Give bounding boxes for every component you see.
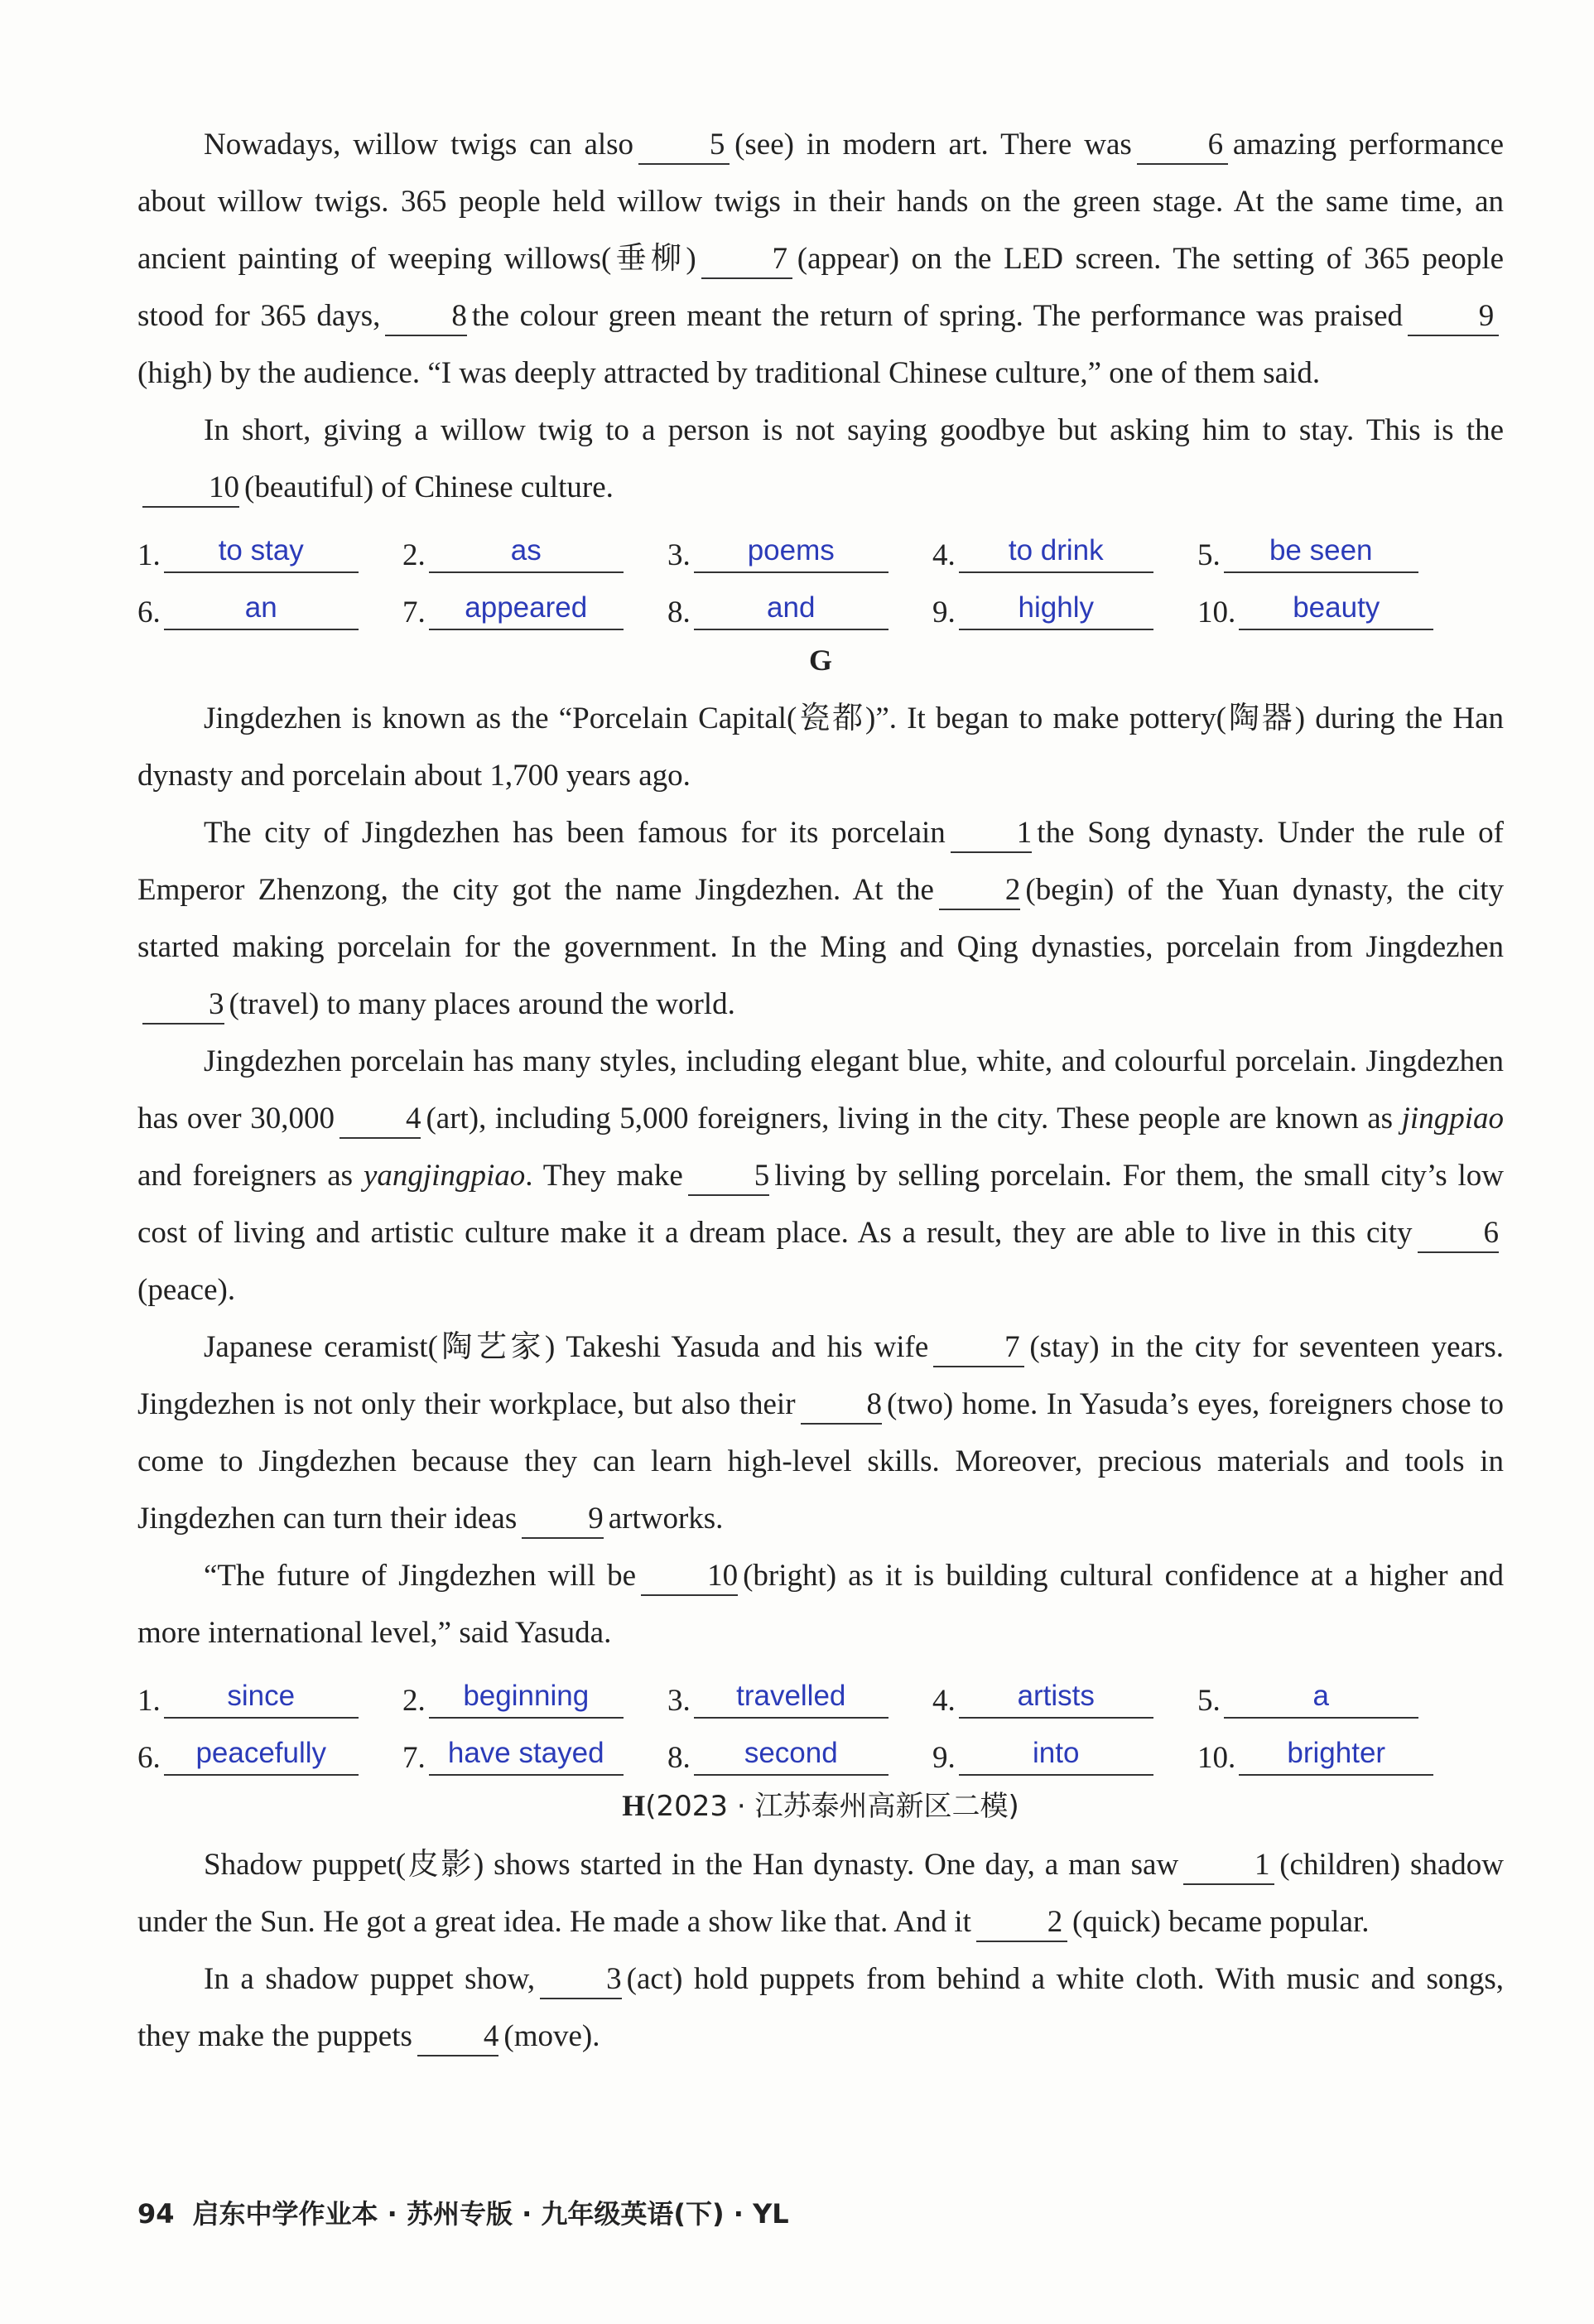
answer-text: since: [164, 1675, 359, 1719]
answer-row-g-2: [137, 1719, 1504, 1776]
answer-text: poems: [694, 530, 888, 573]
blank-9: 9: [522, 1501, 604, 1539]
answer-item: 7. appeared: [402, 587, 667, 630]
passage-g-paragraph-1: Jingdezhen is known as the “Porcelain Capital(瓷都)”. It began to make pottery(陶器) during the Han dynasty and porcelain about 1,700 years ago.: [137, 702, 1504, 793]
book-title: 启东中学作业本 · 苏州专版 · 九年级英语(下) · YL: [192, 2198, 789, 2230]
answer-item: 2. beginning: [402, 1675, 667, 1719]
passage-g-paragraph-4: Japanese ceramist(陶艺家) Takeshi Yasuda and his wife 7 (stay) in the city for seventeen years. Jingdezhen is not only their workplace, but also their 8 (two) home. In Yasuda’s eyes, foreigners chose to come to Jingdezhen because they can learn high-level skills. Moreover, precious materials and tools in Jingdezhen can turn their ideas 9 artworks.: [137, 1319, 1504, 1547]
answer-item: 10. beauty: [1197, 587, 1462, 630]
answer-item: 5. be seen: [1197, 530, 1462, 573]
answer-text: and: [694, 587, 888, 630]
answer-text: have stayed: [429, 1733, 624, 1776]
answer-item: 8. second: [667, 1733, 932, 1776]
blank-10: 10: [641, 1558, 738, 1596]
answer-row-f-2: [137, 573, 1504, 630]
answer-item: 8. and: [667, 587, 932, 630]
blank-2: 2: [939, 872, 1021, 910]
answer-item: 9. into: [932, 1733, 1197, 1776]
answer-text: be seen: [1224, 530, 1418, 573]
answer-text: peacefully: [164, 1733, 359, 1776]
answer-item: 1. since: [137, 1675, 402, 1719]
answer-text: a: [1224, 1675, 1418, 1719]
passage-h-paragraph-1: Shadow puppet(皮影) shows started in the Han dynasty. One day, a man saw 1 (children) shadow under the Sun. He got a great idea. He made a show like that. And it 2 (quick) became popular.: [137, 1836, 1504, 1950]
passage-f-paragraph-1: Nowadays, willow twigs can also 5 (see) in modern art. There was 6 amazing performance about willow twigs. 365 people held willow twigs in their hands on the green stage. At the same time, an ancient painting of weeping willows(垂柳) 7 (appear) on the LED screen. The setting of 365 people stood for 365 days, 8 the colour green meant the return of spring. The performance was praised 9(high) by the audience. “I was deeply attracted by traditional Chinese culture,” one of them said.: [137, 128, 1505, 390]
answer-text: artists: [959, 1675, 1153, 1719]
answer-item: 10. brighter: [1197, 1733, 1462, 1776]
blank-5: 5: [638, 127, 730, 165]
section-h-title: H(2023 · 江苏泰州高新区二模): [622, 1789, 1019, 1823]
blank-3: 3: [540, 1961, 622, 1999]
passage-g-paragraph-5: “The future of Jingdezhen will be 10 (bright) as it is building cultural confidence at a higher and more international level,” said Yasuda.: [137, 1559, 1504, 1650]
answer-item: 2. as: [402, 530, 667, 573]
blank-1: 1: [951, 815, 1033, 853]
answer-item: 5. a: [1197, 1675, 1462, 1719]
blank-1: 1: [1183, 1847, 1274, 1885]
answer-row-f-1: [137, 516, 1504, 573]
blank-5: 5: [688, 1158, 770, 1196]
blank-2: 2: [976, 1904, 1067, 1942]
answer-text: an: [164, 587, 359, 630]
answer-item: 3. poems: [667, 530, 932, 573]
answer-item: 9. highly: [932, 587, 1197, 630]
answer-text: brighter: [1239, 1733, 1433, 1776]
answer-text: highly: [959, 587, 1153, 630]
answer-text: into: [959, 1733, 1153, 1776]
answer-item: 4. to drink: [932, 530, 1197, 573]
answer-row-g-1: [137, 1661, 1504, 1719]
answer-item: 4. artists: [932, 1675, 1197, 1719]
answer-text: second: [694, 1733, 888, 1776]
blank-7: 7: [933, 1329, 1024, 1367]
page-footer: [137, 2193, 789, 2231]
blank-3: 3: [142, 986, 224, 1025]
answer-text: to stay: [164, 530, 359, 573]
page-content: [137, 116, 1504, 2065]
answer-text: beginning: [429, 1675, 624, 1719]
passage-g-paragraph-3: Jingdezhen porcelain has many styles, including elegant blue, white, and colourful porcelain. Jingdezhen has over 30,000 4 (art), including 5,000 foreigners, living in the city. These people are known as jingpiao and foreigners as yangjingpiao. They make 5 living by selling porcelain. For them, the small city’s low cost of living and artistic culture make it a dream place. As a result, they are able to live in this city 6(peace).: [137, 1044, 1504, 1307]
answer-text: to drink: [959, 530, 1153, 573]
answer-text: beauty: [1239, 587, 1433, 630]
passage-f-paragraph-2: In short, giving a willow twig to a person is not saying goodbye but asking him to stay. This is the10 (beautiful) of Chinese culture.: [137, 402, 1504, 516]
blank-8: 8: [385, 298, 467, 336]
answer-text: appeared: [429, 587, 624, 630]
blank-4: 4: [340, 1101, 421, 1139]
blank-8: 8: [801, 1386, 883, 1425]
blank-7: 7: [701, 241, 792, 279]
answer-text: travelled: [694, 1675, 888, 1719]
blank-9: 9: [1408, 298, 1499, 336]
section-g-title: G: [808, 644, 832, 677]
blank-4: 4: [417, 2018, 499, 2056]
answer-item: 6. peacefully: [137, 1733, 402, 1776]
passage-h-paragraph-2: In a shadow puppet show, 3 (act) hold puppets from behind a white cloth. With music and songs, they make the puppets 4 (move).: [137, 1950, 1504, 2065]
section-h-source: (2023 · 江苏泰州高新区二模): [645, 1790, 1019, 1823]
blank-6: 6: [1418, 1215, 1500, 1253]
answer-item: 3. travelled: [667, 1675, 932, 1719]
answer-item: 7. have stayed: [402, 1733, 667, 1776]
passage-g-paragraph-2: The city of Jingdezhen has been famous for its porcelain 1 the Song dynasty. Under the rule of Emperor Zhenzong, the city got the name Jingdezhen. At the 2 (begin) of the Yuan dynasty, the city started making porcelain for the government. In the Ming and Qing dynasties, porcelain from Jingdezhen3 (travel) to many places around the world.: [137, 804, 1504, 1033]
answer-text: as: [429, 530, 624, 573]
blank-10: 10: [142, 470, 239, 508]
answer-item: 1. to stay: [137, 530, 402, 573]
answer-item: 6. an: [137, 587, 402, 630]
page-number: 94: [137, 2198, 175, 2230]
blank-6: 6: [1137, 127, 1228, 165]
